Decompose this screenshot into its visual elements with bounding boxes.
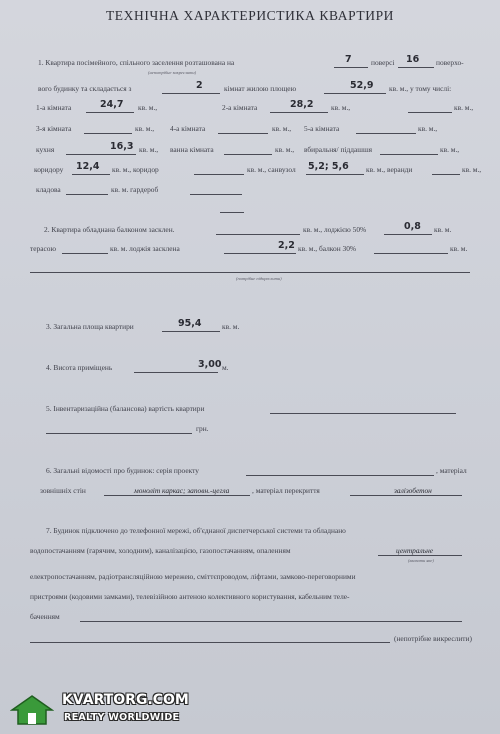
s6-line1: 6. Загальні відомості про будинок: серія проекту bbox=[46, 466, 199, 475]
s5-unit: грн. bbox=[196, 424, 209, 433]
s1-sub-note: (непотрібне закреслити) bbox=[148, 70, 197, 75]
garderob-label: кв. м. гардероб bbox=[111, 185, 159, 194]
room-extra-unit: кв. м., bbox=[454, 103, 474, 112]
s2-sub-note: (потрібне підкреслити) bbox=[236, 276, 282, 281]
s6-walls-label: зовнішніх стін bbox=[40, 486, 86, 495]
watermark-logo bbox=[6, 690, 226, 730]
loggia50-value: 0,8 bbox=[404, 221, 421, 232]
veranda-unit: кв. м., bbox=[462, 165, 482, 174]
balcony30-unit: кв. м. bbox=[450, 244, 468, 253]
terrace-label: терасою bbox=[30, 244, 56, 253]
s1-line1: 1. Квартира посімейного, спільного заселення розташована на bbox=[38, 58, 235, 67]
s5-label: 5. Інвентаризаційна (балансова) вартість квартири bbox=[46, 404, 205, 413]
logo-tagline: REALTY WORLDWIDE bbox=[64, 712, 180, 723]
room2-unit: кв. м., bbox=[331, 103, 351, 112]
heating-value: центральне bbox=[396, 546, 434, 555]
room4-unit: кв. м., bbox=[272, 124, 292, 133]
s7-sub-note: (вказати яке) bbox=[408, 558, 434, 563]
loggia-glazed-value: 2,2 bbox=[278, 240, 295, 251]
corridor-label: коридору bbox=[34, 165, 64, 174]
room1-value: 24,7 bbox=[100, 99, 124, 110]
loggia50-label: кв. м., лоджією 50% bbox=[303, 225, 367, 234]
height-value: 3,00 bbox=[198, 359, 222, 370]
s3-unit: кв. м. bbox=[222, 322, 240, 331]
s1-storey-label: поверхо- bbox=[436, 58, 464, 67]
room3-unit: кв. м., bbox=[135, 124, 155, 133]
kitchen-label: кухня bbox=[36, 145, 55, 154]
s7-line2: водопостачанням (гарячим, холодним), каналізацією, газопостачанням, опаленням bbox=[30, 546, 291, 555]
floor-value: 7 bbox=[345, 54, 352, 65]
rooms-value: 2 bbox=[196, 80, 203, 91]
bath-label: ванна кімната bbox=[170, 145, 214, 154]
s7-sub-note2: (непотрібне викреслити) bbox=[394, 634, 472, 643]
wc-unit: кв. м., bbox=[440, 145, 460, 154]
total-area-value: 95,4 bbox=[178, 318, 202, 329]
kitchen-value: 16,3 bbox=[110, 141, 134, 152]
ceiling-value: залізобетон bbox=[394, 486, 432, 495]
s7-line5: баченням bbox=[30, 612, 60, 621]
logo-name: KVARTORG.COM bbox=[62, 692, 189, 708]
room3-label: 3-я кімната bbox=[36, 124, 72, 133]
floors-total-value: 16 bbox=[406, 54, 420, 65]
s2-line1: 2. Квартира обладнана балконом засклен. bbox=[44, 225, 175, 234]
sanuzel-value: 5,2; 5,6 bbox=[308, 161, 349, 172]
document-title: ТЕХНІЧНА ХАРАКТЕРИСТИКА КВАРТИРИ bbox=[105, 8, 395, 23]
sanuzel-label: кв. м., санвузол bbox=[247, 165, 296, 174]
walls-value: моноліт каркас; заповн.-цегла bbox=[134, 486, 230, 495]
corridor-value: 12,4 bbox=[76, 161, 100, 172]
s4-label: 4. Висота приміщень bbox=[46, 363, 113, 372]
loggia50-unit: кв. м. bbox=[434, 225, 452, 234]
s4-unit: м. bbox=[222, 363, 229, 372]
room2-value: 28,2 bbox=[290, 99, 314, 110]
s1-line2: вого будинку та складається з bbox=[38, 84, 132, 93]
s7-line3: електропостачанням, радіотрансляційною мережею, сміттєпроводом, ліфтами, замково-переговорними bbox=[30, 572, 356, 581]
room5-unit: кв. м., bbox=[418, 124, 438, 133]
pantry-label: кладова bbox=[36, 185, 61, 194]
s1-living-label: кімнат жилою площею bbox=[224, 84, 297, 93]
bath-unit: кв. м., bbox=[275, 145, 295, 154]
room1-unit: кв. м., bbox=[138, 103, 158, 112]
corridor2-label: кв. м., коридор bbox=[112, 165, 159, 174]
room4-label: 4-а кімната bbox=[170, 124, 206, 133]
s7-line4: пристроями (кодовими замками), телевізійною антеною колективного користування, кабельним теле- bbox=[30, 592, 350, 601]
room1-label: 1-а кімната bbox=[36, 103, 72, 112]
s6-ceiling-label: , матеріал перекриття bbox=[252, 486, 320, 495]
s3-label: 3. Загальна площа квартири bbox=[46, 322, 134, 331]
room2-label: 2-а кімната bbox=[222, 103, 258, 112]
s6-material-label: , матеріал bbox=[436, 466, 467, 475]
balcony30-label: кв. м., балкон 30% bbox=[298, 244, 357, 253]
s1-floor-label: поверсі bbox=[371, 58, 395, 67]
loggia-glazed-label: кв. м. лоджія засклена bbox=[110, 244, 180, 253]
room5-label: 5-а кімната bbox=[304, 124, 340, 133]
veranda-label: кв. м., веранди bbox=[366, 165, 413, 174]
s1-incl-label: кв. м., у тому числі: bbox=[389, 84, 452, 93]
house-logo-icon bbox=[10, 694, 54, 726]
s7-line1: 7. Будинок підключено до телефонної мережі, об'єднаної диспетчерської системи та обладнано bbox=[46, 526, 346, 535]
wc-label: вбиральня/ піддашшя bbox=[304, 145, 373, 154]
kitchen-unit: кв. м., bbox=[139, 145, 159, 154]
living-area-value: 52,9 bbox=[350, 80, 374, 91]
